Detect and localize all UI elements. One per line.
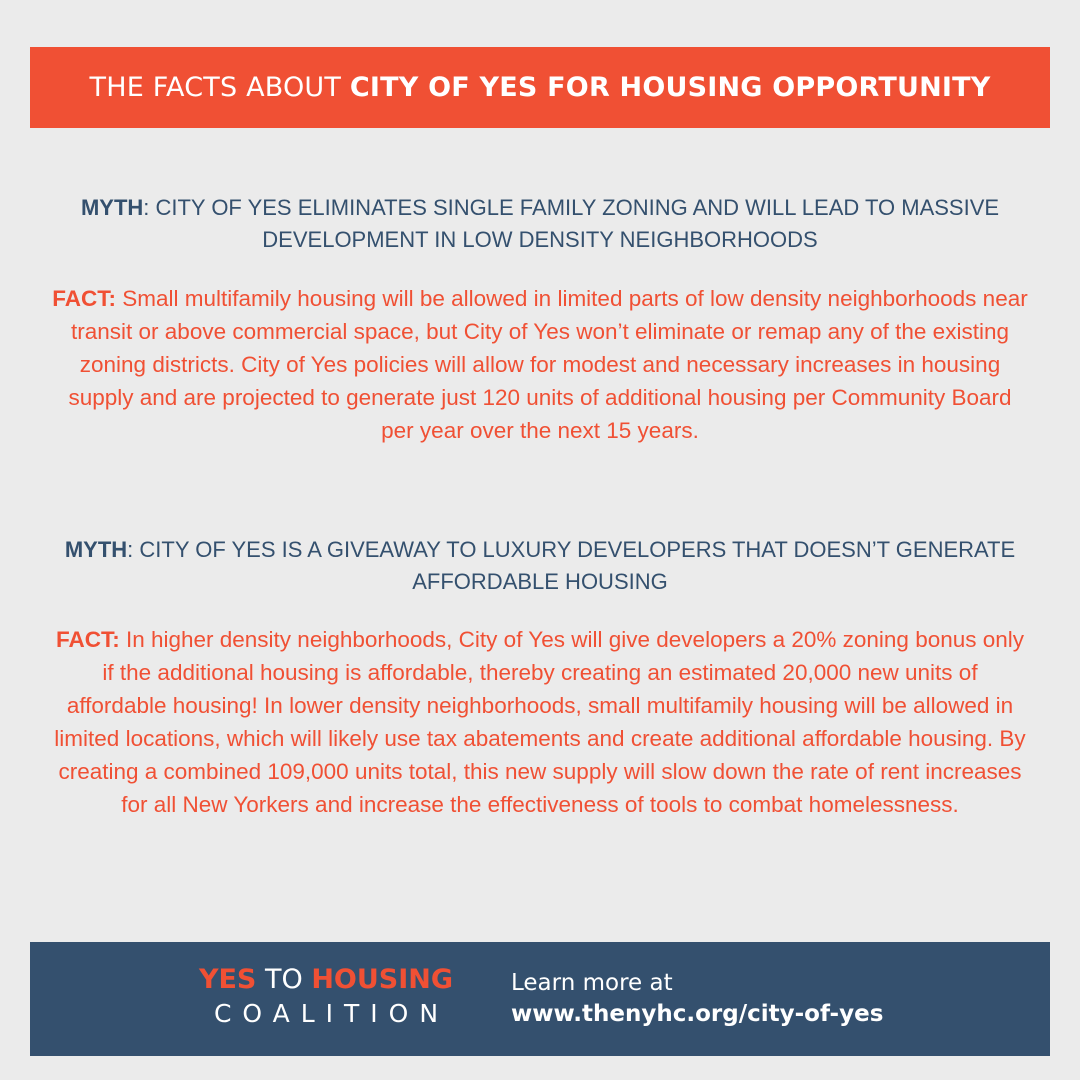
- myth-fact-section-2: [50, 534, 1030, 598]
- fact-statement: [50, 282, 1030, 447]
- logo-housing: HOUSING: [311, 964, 454, 995]
- footer-banner: [30, 942, 1050, 1056]
- learn-more-url[interactable]: www.thenyhc.org/city-of-yes: [511, 1001, 884, 1027]
- fact-text: Small multifamily housing will be allowed in limited parts of low density neighborhoods near transit or above commercial space, but City of Yes won’t eliminate or remap any of the existing zoning districts. City of Yes policies will allow for modest and necessary increases in housing supply and are projected to generate just 120 units of additional housing per Community Board per year over the next 15 years.: [68, 286, 1028, 443]
- coalition-logo: [196, 964, 456, 1032]
- fact-label: FACT:: [52, 286, 117, 311]
- logo-coalition: COALITION: [213, 999, 450, 1028]
- fact-text: In higher density neighborhoods, City of Yes will give developers a 20% zoning bonus only if the additional housing is affordable, thereby creating an estimated 20,000 new units of affordable housing! In lower density neighborhoods, small multifamily housing will be allowed in limited locations, which will likely use tax abatements and create additional affordable housing. By creating a combined 109,000 units total, this new supply will slow down the rate of rent increases for all New Yorkers and increase the effectiveness of tools to combat homelessness.: [54, 627, 1026, 817]
- header-title-prefix: THE FACTS ABOUT: [89, 72, 342, 103]
- logo-wordmark: [196, 964, 456, 996]
- myth-label: MYTH: [80, 195, 144, 220]
- myth-text: : CITY OF YES IS A GIVEAWAY TO LUXURY DEVELOPERS THAT DOESN’T GENERATE AFFORDABLE HOUSING: [127, 537, 1016, 594]
- myth-text: : CITY OF YES ELIMINATES SINGLE FAMILY ZONING AND WILL LEAD TO MASSIVE DEVELOPMENT IN LOW DENSITY NEIGHBORHOODS: [143, 195, 1000, 252]
- fact-label: FACT:: [55, 627, 120, 652]
- learn-more-text: Learn more at: [511, 970, 673, 996]
- myth-statement: [50, 192, 1030, 256]
- learn-more: [511, 968, 883, 1030]
- myth-fact-section-1: [50, 192, 1030, 256]
- header-banner: [30, 47, 1050, 128]
- header-title-bold: CITY OF YES FOR HOUSING OPPORTUNITY: [349, 72, 991, 103]
- myth-statement: [50, 534, 1030, 598]
- logo-yes: YES: [198, 964, 257, 995]
- fact-block-2: [50, 623, 1030, 821]
- fact-block-1: [50, 282, 1030, 447]
- fact-statement: [50, 623, 1030, 821]
- logo-to: TO: [256, 964, 312, 995]
- myth-label: MYTH: [64, 537, 128, 562]
